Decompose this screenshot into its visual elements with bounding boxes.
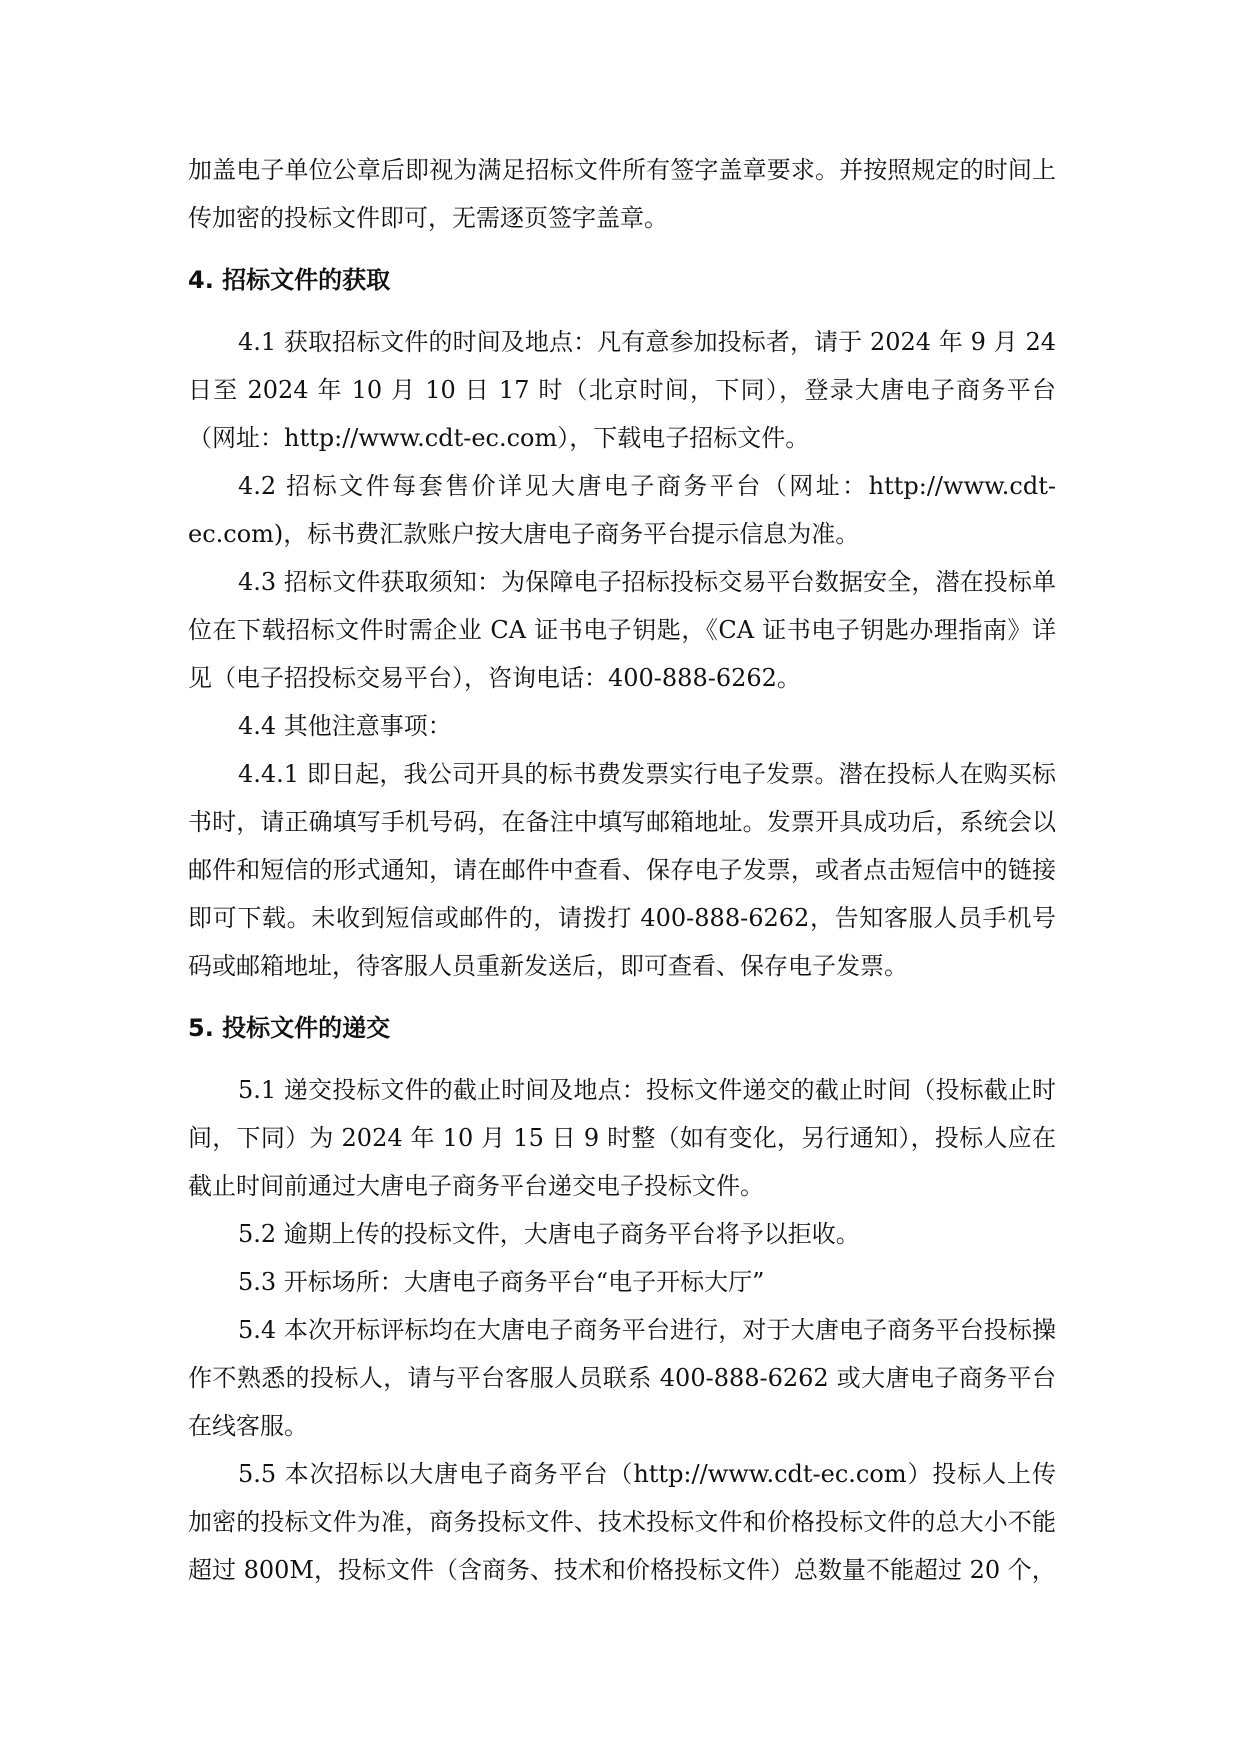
paragraph-4-3: 4.3 招标文件获取须知：为保障电子招标投标交易平台数据安全，潜在投标单位在下载招标文件时需企业 CA 证书电子钥匙，《CA 证书电子钥匙办理指南》详见（电子招投标交易平台），咨询电话：400-888-6262。 — [188, 568, 1056, 692]
paragraph-5-1: 5.1 递交投标文件的截止时间及地点：投标文件递交的截止时间（投标截止时间，下同）为 2024 年 10 月 15 日 9 时整（如有变化，另行通知），投标人应在截止时间前通过大唐电子商务平台递交电子投标文件。 — [188, 1076, 1056, 1200]
paragraph-5-2: 5.2 逾期上传的投标文件，大唐电子商务平台将予以拒收。 — [238, 1220, 860, 1248]
paragraph-5-4: 5.4 本次开标评标均在大唐电子商务平台进行，对于大唐电子商务平台投标操作不熟悉的投标人，请与平台客服人员联系 400-888-6262 或大唐电子商务平台在线客服。 — [188, 1316, 1056, 1440]
paragraph-4-1: 4.1 获取招标文件的时间及地点：凡有意参加投标者，请于 2024 年 9 月 24 日至 2024 年 10 月 10 日 17 时（北京时间，下同），登录大唐电子商务平台（网址：http://www.cdt-ec.com），下载电子招标文件。 — [188, 328, 1056, 452]
paragraph-4-4: 4.4 其他注意事项： — [238, 712, 452, 740]
section-heading-5: 5. 投标文件的递交 — [188, 1014, 391, 1042]
paragraph-4-4-1: 4.4.1 即日起，我公司开具的标书费发票实行电子发票。潜在投标人在购买标书时，请正确填写手机号码，在备注中填写邮箱地址。发票开具成功后，系统会以邮件和短信的形式通知，请在邮件中查看、保存电子发票，或者点击短信中的链接即可下载。未收到短信或邮件的，请拨打 400-888-6262，告知客服人员手机号码或邮箱地址，待客服人员重新发送后，即可查看、保存电子发票。 — [188, 760, 1056, 980]
document-body — [188, 146, 1056, 1594]
paragraph-seal-requirement: 加盖电子单位公章后即视为满足招标文件所有签字盖章要求。并按照规定的时间上传加密的投标文件即可，无需逐页签字盖章。 — [188, 156, 1056, 232]
paragraph-5-3: 5.3 开标场所：大唐电子商务平台“电子开标大厅” — [238, 1268, 765, 1296]
paragraph-4-2: 4.2 招标文件每套售价详见大唐电子商务平台（网址：http://www.cdt-ec.com)，标书费汇款账户按大唐电子商务平台提示信息为准。 — [188, 472, 1056, 548]
paragraph-5-5: 5.5 本次招标以大唐电子商务平台（http://www.cdt-ec.com）投标人上传加密的投标文件为准，商务投标文件、技术投标文件和价格投标文件的总大小不能超过 800M，投标文件（含商务、技术和价格投标文件）总数量不能超过 20 个， — [188, 1460, 1056, 1584]
section-heading-4: 4. 招标文件的获取 — [188, 266, 391, 294]
